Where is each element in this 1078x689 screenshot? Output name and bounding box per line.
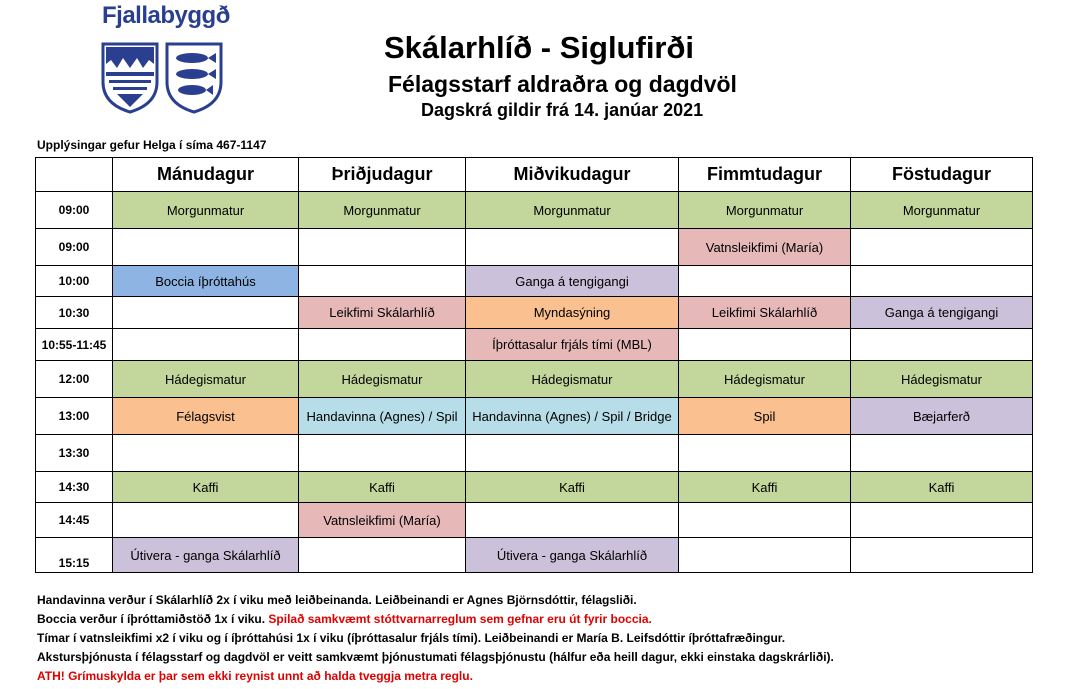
time-cell: 10:55-11:45 [36, 329, 113, 361]
day-header: Föstudagur [851, 158, 1033, 192]
activity-cell: Spil [679, 398, 851, 435]
schedule-table [35, 157, 1033, 573]
schedule-row [36, 435, 1033, 472]
activity-cell: Vatnsleikfimi (María) [679, 229, 851, 266]
activity-cell: Leikfimi Skálarhlíð [679, 297, 851, 329]
time-cell: 09:00 [36, 192, 113, 229]
activity-cell [851, 329, 1033, 361]
activity-cell [299, 266, 466, 297]
time-cell: 10:30 [36, 297, 113, 329]
schedule-row [36, 229, 1033, 266]
activity-cell: Kaffi [113, 472, 299, 503]
activity-cell: Ganga á tengigangi [851, 297, 1033, 329]
activity-cell: Handavinna (Agnes) / Spil [299, 398, 466, 435]
activity-cell: Boccia íþróttahús [113, 266, 299, 297]
activity-cell: Útivera - ganga Skálarhlíð [113, 538, 299, 573]
activity-cell [851, 503, 1033, 538]
activity-cell: Ganga á tengigangi [466, 266, 679, 297]
notes [37, 591, 834, 686]
activity-cell [113, 503, 299, 538]
activity-cell: Hádegismatur [851, 361, 1033, 398]
time-cell: 13:30 [36, 435, 113, 472]
activity-cell [851, 435, 1033, 472]
note-line: Akstursþjónusta í félagsstarf og dagdvöl er veitt samkvæmt þjónustumati félagsþjónustu (hálfur eða heill dagur, ekki einstaka dagskrárliði). [37, 650, 834, 664]
schedule-row [36, 329, 1033, 361]
time-cell: 14:30 [36, 472, 113, 503]
activity-cell: Kaffi [679, 472, 851, 503]
activity-cell: Kaffi [466, 472, 679, 503]
schedule-row [36, 538, 1033, 573]
activity-cell: Kaffi [299, 472, 466, 503]
activity-cell [299, 435, 466, 472]
note-line [37, 610, 834, 629]
contact-info: Upplýsingar gefur Helga í síma 467-1147 [37, 138, 267, 152]
activity-cell: Handavinna (Agnes) / Spil / Bridge [466, 398, 679, 435]
activity-cell: Morgunmatur [299, 192, 466, 229]
note-warning: ATH! Grímuskylda er þar sem ekki reynist unnt að halda tveggja metra reglu. [37, 669, 473, 683]
activity-cell [679, 266, 851, 297]
activity-cell [299, 229, 466, 266]
activity-cell [113, 329, 299, 361]
day-header: Þriðjudagur [299, 158, 466, 192]
header-corner [36, 158, 113, 192]
activity-cell [113, 435, 299, 472]
page-subtitle: Félagsstarf aldraðra og dagdvöl [388, 71, 737, 97]
activity-cell: Morgunmatur [679, 192, 851, 229]
page-title: Skálarhlíð - Siglufirði [384, 30, 695, 65]
day-header: Miðvikudagur [466, 158, 679, 192]
time-cell: 09:00 [36, 229, 113, 266]
activity-cell: Félagsvist [113, 398, 299, 435]
crest-right-icon [165, 42, 223, 114]
schedule-row [36, 266, 1033, 297]
logo-name: Fjallabyggð [102, 2, 230, 29]
activity-cell: Hádegismatur [299, 361, 466, 398]
time-cell: 13:00 [36, 398, 113, 435]
activity-cell: Myndasýning [466, 297, 679, 329]
note-text: Boccia verður í íþróttamiðstöð 1x í viku. [37, 612, 269, 626]
activity-cell [466, 435, 679, 472]
activity-cell [851, 538, 1033, 573]
time-cell: 10:00 [36, 266, 113, 297]
schedule-row [36, 503, 1033, 538]
schedule-row [36, 297, 1033, 329]
activity-cell [113, 229, 299, 266]
activity-cell: Leikfimi Skálarhlíð [299, 297, 466, 329]
activity-cell [851, 266, 1033, 297]
schedule-row [36, 192, 1033, 229]
activity-cell [679, 503, 851, 538]
note-line: Handavinna verður í Skálarhlíð 2x í viku með leiðbeinanda. Leiðbeinandi er Agnes Björnsdóttir, félagsliði. [37, 593, 637, 607]
day-header: Mánudagur [113, 158, 299, 192]
note-warning: Spilað samkvæmt stóttvarnarreglum sem gefnar eru út fyrir boccia. [268, 612, 652, 626]
time-cell: 15:15 [36, 538, 113, 573]
activity-cell: Morgunmatur [113, 192, 299, 229]
activity-cell: Hádegismatur [466, 361, 679, 398]
schedule-row [36, 398, 1033, 435]
activity-cell: Útivera - ganga Skálarhlíð [466, 538, 679, 573]
time-cell: 12:00 [36, 361, 113, 398]
time-cell: 14:45 [36, 503, 113, 538]
day-header: Fimmtudagur [679, 158, 851, 192]
activity-cell [679, 329, 851, 361]
activity-cell [851, 229, 1033, 266]
activity-cell [679, 435, 851, 472]
activity-cell [466, 229, 679, 266]
header-row [36, 158, 1033, 192]
activity-cell: Bæjarferð [851, 398, 1033, 435]
activity-cell [299, 538, 466, 573]
activity-cell: Hádegismatur [113, 361, 299, 398]
schedule-row [36, 361, 1033, 398]
activity-cell: Morgunmatur [851, 192, 1033, 229]
activity-cell: Morgunmatur [466, 192, 679, 229]
activity-cell [299, 329, 466, 361]
valid-from: Dagskrá gildir frá 14. janúar 2021 [421, 100, 704, 120]
activity-cell: Íþróttasalur frjáls tími (MBL) [466, 329, 679, 361]
activity-cell [113, 297, 299, 329]
activity-cell [679, 538, 851, 573]
note-line: Tímar í vatnsleikfimi x2 í viku og í íþróttahúsi 1x í viku (íþróttasalur frjáls tími). Leiðbeinandi er María B. Leifsdóttir íþróttafræðingur. [37, 631, 786, 645]
crest-left-icon [101, 42, 159, 114]
activity-cell: Hádegismatur [679, 361, 851, 398]
activity-cell [466, 503, 679, 538]
schedule-row [36, 472, 1033, 503]
activity-cell: Kaffi [851, 472, 1033, 503]
activity-cell: Vatnsleikfimi (María) [299, 503, 466, 538]
